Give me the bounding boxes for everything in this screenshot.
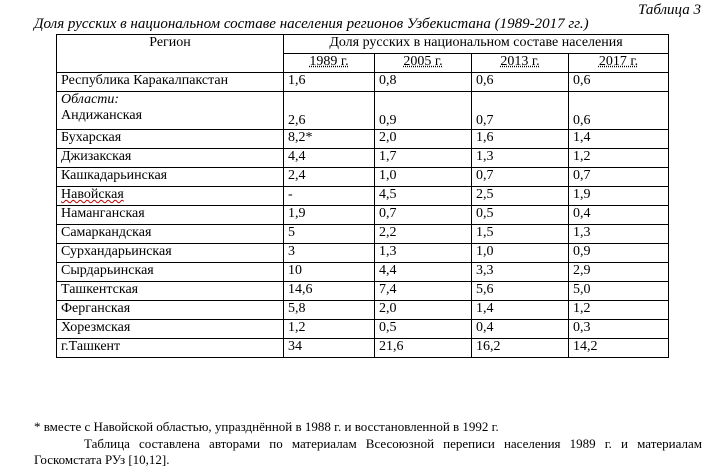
table-row <box>57 168 669 187</box>
region-name: Андижанская <box>61 108 143 123</box>
region-cell: Кашкадарьинская <box>57 168 284 187</box>
value-cell: 0,5 <box>375 320 472 339</box>
value-cell: 0,9 <box>375 92 472 130</box>
table-row <box>57 149 669 168</box>
table-row <box>57 92 669 130</box>
value-cell: 2,0 <box>375 130 472 149</box>
value-cell: 1,0 <box>375 168 472 187</box>
value-cell: 7,4 <box>375 282 472 301</box>
value-cell: 34 <box>284 339 375 358</box>
value-cell: 0,7 <box>375 206 472 225</box>
value-cell: 14,2 <box>569 339 669 358</box>
value-cell: 21,6 <box>375 339 472 358</box>
value-cell: 4,5 <box>375 187 472 206</box>
value-cell: 4,4 <box>375 263 472 282</box>
value-cell: 2,2 <box>375 225 472 244</box>
table-row <box>57 187 669 206</box>
oblast-group-label: Области: <box>61 92 120 107</box>
region-cell: Республика Каракалпакстан <box>57 73 284 92</box>
table-row <box>57 244 669 263</box>
footnote: * вместе с Навойской областью, упразднённой в 1988 г. и восстановленной в 1992 г. <box>34 419 499 434</box>
value-cell: 1,0 <box>472 244 569 263</box>
region-cell <box>57 187 284 206</box>
value-cell: 1,9 <box>284 206 375 225</box>
value-cell: 1,2 <box>569 301 669 320</box>
region-cell: Самаркандская <box>57 225 284 244</box>
table-row <box>57 73 669 92</box>
table-number: Таблица 3 <box>638 2 701 18</box>
value-cell: 0,9 <box>569 244 669 263</box>
value-cell: 0,6 <box>472 73 569 92</box>
value-cell: 0,3 <box>569 320 669 339</box>
value-cell: 0,7 <box>472 168 569 187</box>
value-cell: 1,5 <box>472 225 569 244</box>
value-cell: 1,2 <box>569 149 669 168</box>
region-cell: Бухарская <box>57 130 284 149</box>
year-header: 2017 г. <box>569 54 669 73</box>
table-row <box>57 282 669 301</box>
value-cell: 3,3 <box>472 263 569 282</box>
value-cell: 2,0 <box>375 301 472 320</box>
value-cell: 0,4 <box>569 206 669 225</box>
region-cell: Ферганская <box>57 301 284 320</box>
value-cell: 0,7 <box>472 92 569 130</box>
value-cell: 2,4 <box>284 168 375 187</box>
value-cell: 3 <box>284 244 375 263</box>
value-cell: 0,7 <box>569 168 669 187</box>
column-header-share: Доля русских в национальном составе населения <box>284 35 669 54</box>
table-row <box>57 339 669 358</box>
value-cell: 4,4 <box>284 149 375 168</box>
value-cell: 1,3 <box>375 244 472 263</box>
value-cell: 10 <box>284 263 375 282</box>
region-cell <box>57 92 284 130</box>
value-cell: 1,3 <box>472 149 569 168</box>
region-cell: Джизакская <box>57 149 284 168</box>
value-cell: 5 <box>284 225 375 244</box>
value-cell: 0,5 <box>472 206 569 225</box>
column-header-region: Регион <box>57 35 284 73</box>
value-cell: 5,8 <box>284 301 375 320</box>
region-cell: Ташкентская <box>57 282 284 301</box>
region-cell: Сурхандарьинская <box>57 244 284 263</box>
region-cell: Наманганская <box>57 206 284 225</box>
value-cell: 0,6 <box>569 92 669 130</box>
year-header: 2013 г. <box>472 54 569 73</box>
table-row <box>57 206 669 225</box>
value-cell: 0,6 <box>569 73 669 92</box>
data-table <box>56 34 669 358</box>
region-cell: г.Ташкент <box>57 339 284 358</box>
year-header: 1989 г. <box>284 54 375 73</box>
table-row <box>57 225 669 244</box>
value-cell: 2,6 <box>284 92 375 130</box>
value-cell: 1,6 <box>284 73 375 92</box>
value-cell: 16,2 <box>472 339 569 358</box>
value-cell: 1,9 <box>569 187 669 206</box>
table-row <box>57 263 669 282</box>
year-header: 2005 г. <box>375 54 472 73</box>
value-cell: 0,8 <box>375 73 472 92</box>
region-cell: Хорезмская <box>57 320 284 339</box>
value-cell: 2,5 <box>472 187 569 206</box>
table-row <box>57 130 669 149</box>
region-cell: Сырдарьинская <box>57 263 284 282</box>
value-cell: 2,9 <box>569 263 669 282</box>
region-name: Навойская <box>61 187 124 202</box>
value-cell: 1,7 <box>375 149 472 168</box>
table-row <box>57 301 669 320</box>
value-cell: 1,4 <box>569 130 669 149</box>
value-cell: 8,2* <box>284 130 375 149</box>
value-cell: 5,0 <box>569 282 669 301</box>
value-cell: 0,4 <box>472 320 569 339</box>
value-cell: 1,2 <box>284 320 375 339</box>
source-note: Таблица составлена авторами по материалам Всесоюзной переписи населения 1989 г. и материалам Госкомстата РУз [10,12]. <box>34 436 702 467</box>
value-cell: 1,4 <box>472 301 569 320</box>
value-cell: - <box>284 187 375 206</box>
value-cell: 5,6 <box>472 282 569 301</box>
header-row <box>57 35 669 54</box>
table-row <box>57 320 669 339</box>
table-title: Доля русских в национальном составе населения регионов Узбекистана (1989-2017 гг.) <box>34 16 589 32</box>
value-cell: 1,3 <box>569 225 669 244</box>
value-cell: 14,6 <box>284 282 375 301</box>
value-cell: 1,6 <box>472 130 569 149</box>
